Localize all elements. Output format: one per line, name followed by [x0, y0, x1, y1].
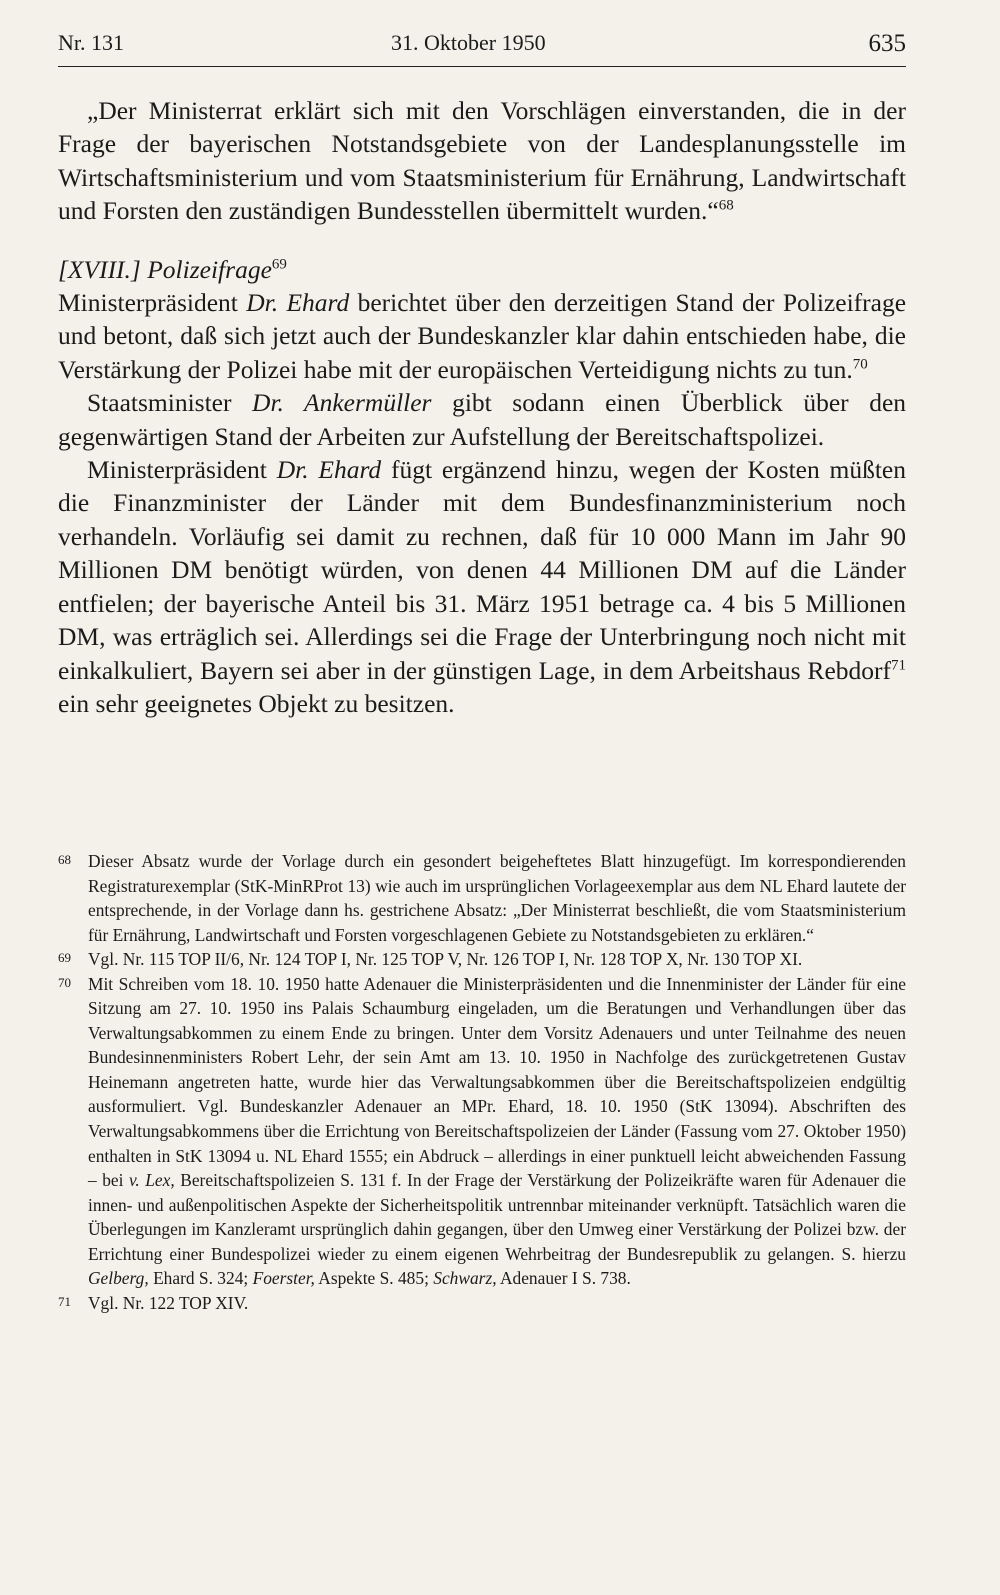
footnote-number: 69 [58, 950, 71, 966]
cited-author: Schwarz, [433, 1268, 497, 1289]
paragraph-ehard-costs: Ministerpräsident Dr. Ehard fügt ergänzend hinzu, wegen der Kosten müßten die Finanzminister der Länder mit dem Bundesfinanzministerium noch verhandeln. Vorläufig sei damit zu rechnen, daß für 10 000 Mann im Jahr 90 Millionen DM benötigt würden, von denen 44 Millionen DM auf die Länder entfielen; der bayerische Anteil bis 31. März 1951 betrage ca. 4 bis 5 Millionen DM, was erträglich sei. Allerdings sei die Frage der Unterbringung noch nicht mit einkalkuliert, Bayern sei aber in der günstigen Lage, in dem Arbeitshaus Rebdorf$^{71}$ ein sehr geeignetes Objekt zu besitzen. [58, 455, 907, 718]
cited-author: Foerster, [252, 1268, 315, 1289]
footnote-71 [58, 1291, 906, 1316]
footnote-text: Vgl. Nr. 115 TOP II/6, Nr. 124 TOP I, Nr. 125 TOP V, Nr. 126 TOP I, Nr. 128 TOP X, Nr. 130 TOP XI. [88, 949, 803, 970]
footnote-70 [58, 972, 906, 1291]
section-heading [58, 253, 906, 286]
cited-author: Gelberg, [88, 1268, 149, 1289]
footnote-text: Dieser Absatz wurde der Vorlage durch ein gesondert beigeheftetes Blatt hinzugefügt. Im korrespondierenden Registraturexemplar (StK-MinRProt 13) wie auch im ursprünglichen Vorlageexemplar aus dem NL Ehard lautete der entsprechende, in der Vorlage dann hs. gestrichene Absatz: „Der Ministerrat beschließt, die vom Staatsministerium für Ernährung, Landwirtschaft und Forsten vorgeschlagenen Gebiete zu Notstandsgebieten zu erklären.“ [88, 851, 906, 945]
cited-author: v. Lex, [128, 1170, 175, 1191]
section-title: Polizeifrage [147, 254, 272, 284]
footnote-text: Mit Schreiben vom 18. 10. 1950 hatte Adenauer die Ministerpräsidenten und die Innenminister der Länder für eine Sitzung am 27. 10. 1950 ins Palais Schaumburg eingeladen, um die Beratungen und Verhandlungen über das Verwaltungsabkommen zu einem Ende zu bringen. Unter dem Vorsitz Adenauers und unter Teilnahme des neuen Bundesinnenministers Robert Lehr, der sein Amt am 13. 10. 1950 in Nachfolge des zurückgetretenen Gustav Heinemann angetreten hatte, wurde hier das Verwaltungsabkommen über die Bereitschaftspolizeien endgültig ausformuliert. Vgl. Bundeskanzler Adenauer an MPr. Ehard, 18. 10. 1950 (StK 13094). Abschriften des Verwaltungsabkommens über die Errichtung von Bereitschaftspolizeien der Länder (Fassung vom 27. Oktober 1950) enthalten in StK 13094 u. NL Ehard 1555; ein Abdruck – allerdings in einer punktuell leicht abweichenden Fassung – bei v. Lex, Bereitschaftspolizeien S. 131 f. In der Frage der Verstärkung der Polizeikräfte waren für Adenauer die innen- und außenpolitischen Aspekte der Sicherheitspolitik untrennbar miteinander verknüpft. Tatsächlich waren die Überlegungen im Kanzleramt ursprünglich dahin gegangen, über den Umweg einer Verstärkung der Polizei bzw. der Errichtung einer Bundespolizei wieder zu einem eigenen Wehrbeitrag der Bundesrepublik zu gelangen. S. hierzu Gelberg, Ehard S. 324; Foerster, Aspekte S. 485; Schwarz, Adenauer I S. 738. [88, 973, 906, 1289]
footnotes [58, 849, 906, 1315]
footnote-ref-70[interactable]: 70 [852, 356, 868, 373]
section-number: [XVIII.] [58, 254, 141, 284]
footnote-text: Vgl. Nr. 122 TOP XIV. [88, 1292, 249, 1313]
footnote-number: 71 [58, 1293, 71, 1309]
main-text [58, 94, 906, 720]
footnote-number: 70 [58, 974, 71, 990]
document-number: Nr. 131 [58, 30, 124, 55]
paragraph-ehard-report: Ministerpräsident Dr. Ehard berichtet über den derzeitigen Stand der Polizeifrage und betont, daß sich jetzt auch der Bundeskanzler klar dahin entschieden habe, die Verstärkung der Polizei habe mit der europäischen Verteidigung nichts zu tun.$^{70}$ [58, 288, 907, 384]
footnote-69 [58, 947, 906, 972]
meeting-date: 31. Oktober 1950 [391, 30, 546, 55]
page-number: 635 [868, 30, 906, 57]
footnote-number: 68 [58, 852, 71, 867]
footnote-ref-68[interactable]: 68 [718, 197, 734, 214]
speaker-name: Dr. Ehard [276, 455, 382, 485]
speaker-name: Dr. Ankermüller [252, 388, 432, 418]
paragraph-ankermueller: Staatsminister Dr. Ankermüller gibt sodann einen Überblick über den gegenwärtigen Stand der Arbeiten zur Aufstellung der Bereitschaftspolizei. [58, 388, 907, 451]
running-header [58, 30, 906, 67]
speaker-name: Dr. Ehard [246, 288, 350, 318]
footnote-ref-71[interactable]: 71 [891, 657, 906, 673]
resolution-paragraph: „Der Ministerrat erklärt sich mit den Vorschlägen einverstanden, die in der Frage der bayerischen Notstandsgebiete von der Landesplanungsstelle im Wirtschaftsministerium und vom Staatsministerium für Ernährung, Landwirtschaft und Forsten den zuständigen Bundesstellen übermittelt wurden.“$^{68}$ [58, 96, 906, 226]
footnote-ref-69[interactable]: 69 [271, 256, 287, 273]
footnote-68 [58, 849, 906, 947]
